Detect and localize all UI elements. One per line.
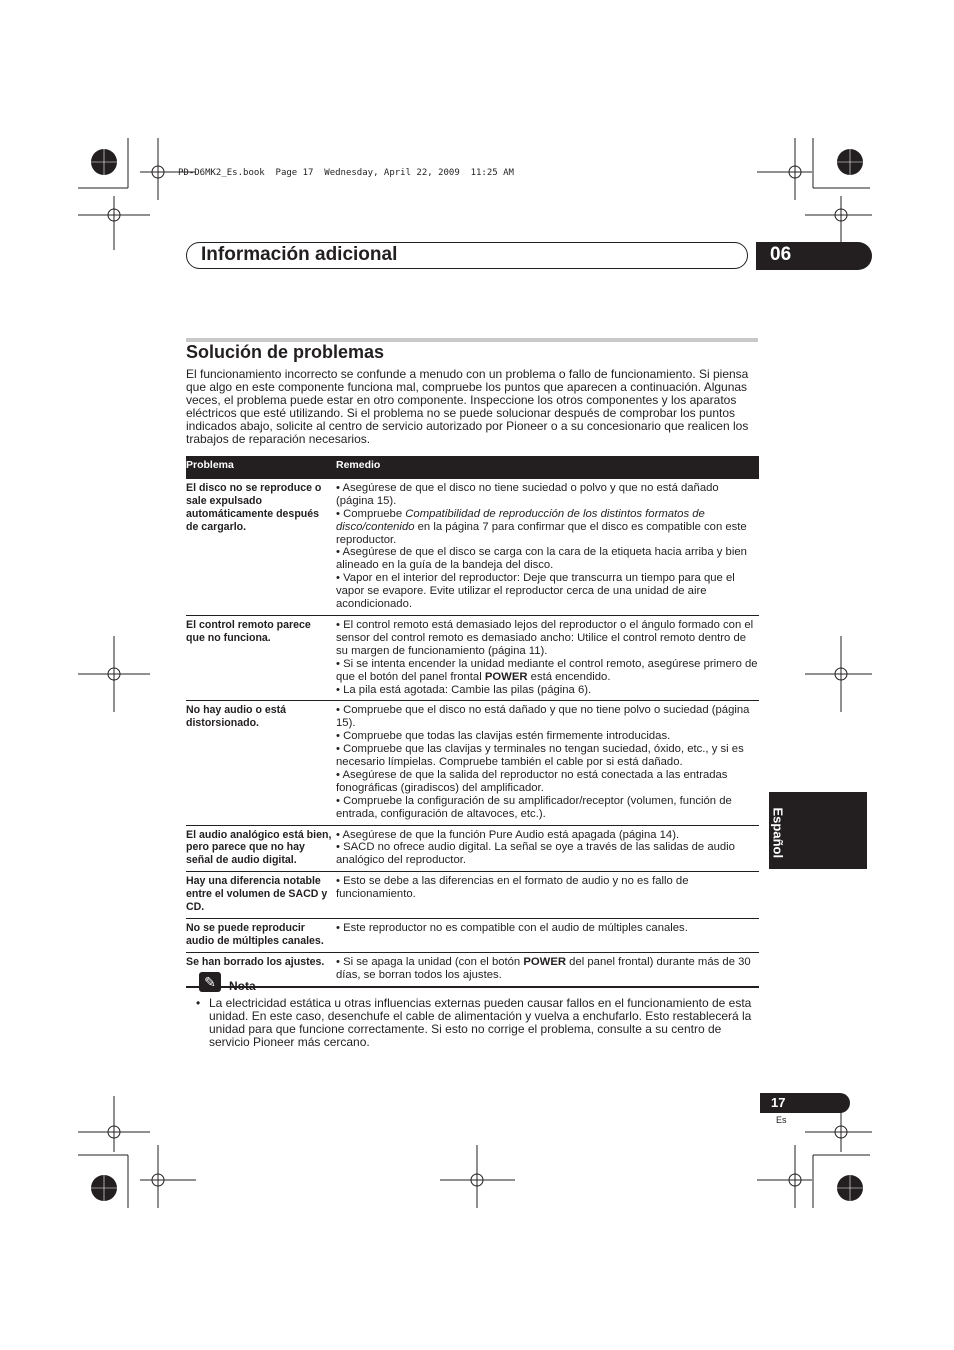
pencil-icon: ✎ [199, 972, 221, 992]
cross-reference: Compatibilidad de reproducción de los distintos formatos de disco/contenido [336, 507, 705, 533]
page-number: 17 [760, 1093, 850, 1113]
print-info: PD-D6MK2_Es.book Page 17 Wednesday, April 22, 2009 11:25 AM [178, 168, 514, 178]
column-header-problem: Problema [186, 456, 336, 479]
table-row [186, 701, 759, 825]
table-row [186, 479, 759, 616]
chapter-number: 06 [756, 242, 872, 270]
remedy-text: • Si se apaga la unidad (con el botón [336, 955, 524, 968]
remedy-text: en la página 7 para confirmar que el disco es compatible con este reproductor. [336, 520, 747, 546]
remedy-text: • Compruebe [336, 507, 406, 520]
remedy-item: • Vapor en el interior del reproductor: Deje que transcurra un tiempo para que el vapor se evapore. Evite utilizar el reproductor cerca de una unidad de aire acondicionado. [336, 572, 735, 611]
remedy-item [336, 956, 759, 982]
problem-cell: No hay audio o está distorsionado. [186, 701, 336, 825]
remedy-cell [336, 952, 759, 986]
bullet: • [196, 996, 201, 1010]
table-row [186, 872, 759, 919]
remedy-item: • Asegúrese de que el disco no tiene suciedad o polvo y que no está dañado (página 15). [336, 481, 719, 507]
problem-cell: El control remoto parece que no funciona. [186, 615, 336, 700]
chapter-title: Información adicional [201, 244, 398, 265]
remedy-item: • Compruebe que las clavijas y terminales no tengan suciedad, óxido, etc., y si es necesario límpielas. Compruebe también el cable por si está dañado. [336, 743, 744, 769]
table-row [186, 952, 759, 986]
remedy-text: • Si se intenta encender la unidad mediante el control remoto, asegúrese primero de que el botón del panel frontal [336, 657, 758, 683]
remedy-item: • Esto se debe a las diferencias en el formato de audio y no es fallo de funcionamiento. [336, 875, 689, 901]
remedy-cell [336, 919, 759, 953]
table-row [186, 615, 759, 700]
remedy-item [336, 658, 759, 684]
remedy-item: • Compruebe que todas las clavijas estén firmemente introducidas. [336, 730, 671, 743]
remedy-cell [336, 872, 759, 919]
remedy-item [336, 508, 759, 547]
remedy-cell [336, 479, 759, 616]
note-item: La electricidad estática u otras influencias externas pueden causar fallos en el funcionamiento de esta unidad. En este caso, desenchufe el cable de alimentación y vuelva a enchufarlo. Esto restablecerá la unidad para que funcione correctamente. Si esto no corrige el problema, consulte a su centro de servicio Pioneer más cercano. [209, 996, 752, 1049]
remedy-item: • El control remoto está demasiado lejos del reproductor o el ángulo formado con el sensor del control remoto es demasiado ancho: Utilice el control remoto dentro de su margen de funcionamiento (página 11). [336, 618, 754, 657]
remedy-item: • Asegúrese de que el disco se carga con la cara de la etiqueta hacia arriba y bien alineado en la guía de la bandeja del disco. [336, 546, 747, 572]
intro-paragraph: El funcionamiento incorrecto se confunde a menudo con un problema o fallo de funcionamiento. Si piensa que algo en este componente funciona mal, compruebe los puntos que aparecen a continuación. Algunas veces, el problema puede estar en otro componente. Inspeccione los otros componentes y los aparatos eléctricos que esté utilizando. Si el problema no se puede solucionar después de comprobar los puntos indicados abajo, solicite al centro de servicio autorizado por Pioneer o a su concesionario que realicen los trabajos de reparación necesarios. [186, 367, 749, 446]
section-title: Solución de problemas [186, 342, 385, 362]
button-name: POWER [523, 955, 567, 968]
remedy-item: • Asegúrese de que la función Pure Audio está apagada (página 14). [336, 828, 680, 841]
remedy-cell [336, 701, 759, 825]
remedy-item: • Compruebe que el disco no está dañado y que no tiene polvo o suciedad (página 15). [336, 704, 750, 730]
problem-cell: El disco no se reproduce o sale expulsado automáticamente después de cargarlo. [186, 479, 336, 616]
remedy-item: • La pila está agotada: Cambie las pilas (página 6). [336, 683, 592, 696]
remedy-cell [336, 825, 759, 872]
remedy-item: • Asegúrese de que la salida del reproductor no está conectada a las entradas fonográficas (giradiscos) del amplificador. [336, 768, 728, 794]
table-header-row [186, 456, 759, 479]
remedy-item: • SACD no ofrece audio digital. La señal se oye a través de las salidas de audio analógico del reproductor. [336, 841, 735, 867]
problem-cell: El audio analógico está bien, pero parece que no hay señal de audio digital. [186, 825, 336, 872]
page-language-code: Es [776, 1115, 787, 1125]
language-label: Español [770, 807, 786, 859]
remedy-cell [336, 615, 759, 700]
problem-cell: No se puede reproducir audio de múltiples canales. [186, 919, 336, 953]
button-name: POWER [484, 670, 528, 683]
column-header-remedy: Remedio [336, 456, 759, 479]
remedy-item: • Compruebe la configuración de su amplificador/receptor (volumen, función de entrada, configuración de altavoces, etc.). [336, 794, 732, 820]
troubleshooting-table [186, 456, 759, 988]
remedy-text: del panel frontal) durante más de 30 días, se borran todos los ajustes. [336, 955, 751, 981]
table-row [186, 825, 759, 872]
table-row [186, 919, 759, 953]
remedy-text: está encendido. [527, 670, 611, 683]
note-title: Nota [229, 979, 256, 993]
problem-cell: Hay una diferencia notable entre el volumen de SACD y CD. [186, 872, 336, 919]
problem-cell: Se han borrado los ajustes. [186, 952, 336, 986]
remedy-item: • Este reproductor no es compatible con el audio de múltiples canales. [336, 922, 688, 934]
note-list [196, 997, 762, 1049]
